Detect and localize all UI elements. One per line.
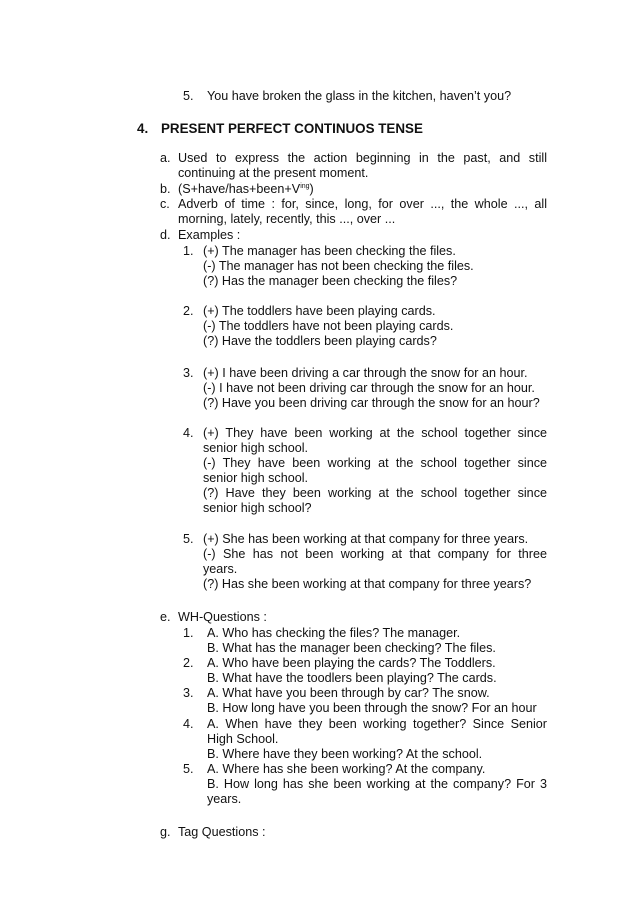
example-number: 4. bbox=[183, 426, 194, 440]
formula-main: (S+have/has+been+V bbox=[178, 182, 301, 196]
example-line: (?) Have the toddlers been playing cards? bbox=[203, 334, 437, 348]
formula-close: ) bbox=[309, 182, 314, 196]
question-line: B. How long have you been through the snow? For an hour bbox=[207, 701, 537, 715]
example-line: senior high school. bbox=[203, 471, 309, 485]
example-line: (?) Has she been working at that company for three years? bbox=[203, 577, 532, 591]
section-number: 4. bbox=[137, 121, 149, 136]
example-line: (+) She has been working at that company for three years. bbox=[203, 532, 529, 546]
question-line: B. What has the manager been checking? The files. bbox=[207, 641, 496, 655]
item-text: Used to express the action beginning in the past, and still bbox=[178, 151, 547, 165]
example-line: (+) The manager has been checking the files. bbox=[203, 244, 456, 258]
example-line: (?) Have you been driving car through the snow for an hour? bbox=[203, 396, 540, 410]
item-letter: e. bbox=[160, 610, 171, 624]
question-number: 5. bbox=[183, 762, 194, 776]
section-title: PRESENT PERFECT CONTINUOS TENSE bbox=[161, 121, 423, 136]
example-line: (?) Has the manager been checking the files? bbox=[203, 274, 458, 288]
example-line: (-) The toddlers have not been playing cards. bbox=[203, 319, 454, 333]
item-letter: c. bbox=[160, 197, 170, 211]
item-text: morning, lately, recently, this ..., over ... bbox=[178, 212, 396, 226]
list-number: 5. bbox=[183, 89, 194, 103]
formula-superscript: ing bbox=[300, 182, 310, 190]
example-line: senior high school. bbox=[203, 441, 309, 455]
question-line: A. When have they been working together? Since Senior bbox=[207, 717, 547, 731]
example-line: (-) The manager has not been checking the files. bbox=[203, 259, 474, 273]
item-label: WH-Questions : bbox=[178, 610, 267, 624]
example-line: (-) She has not been working at that company for three bbox=[203, 547, 547, 561]
question-number: 3. bbox=[183, 686, 194, 700]
example-line: (-) I have not been driving car through the snow for an hour. bbox=[203, 381, 535, 395]
item-text: continuing at the present moment. bbox=[178, 166, 369, 180]
item-label: Examples : bbox=[178, 228, 241, 242]
example-line: (+) The toddlers have been playing cards. bbox=[203, 304, 436, 318]
example-line: (+) They have been working at the school together since bbox=[203, 426, 547, 440]
question-line: A. Where has she been working? At the company. bbox=[207, 762, 486, 776]
example-number: 2. bbox=[183, 304, 194, 318]
question-number: 2. bbox=[183, 656, 194, 670]
item-letter: g. bbox=[160, 825, 171, 839]
example-number: 1. bbox=[183, 244, 194, 258]
example-line: (+) I have been driving a car through the snow for an hour. bbox=[203, 366, 528, 380]
formula bbox=[178, 182, 314, 197]
question-line: B. Where have they been working? At the school. bbox=[207, 747, 483, 761]
example-line: (?) Have they been working at the school together since bbox=[203, 486, 547, 500]
item-letter: b. bbox=[160, 182, 171, 196]
question-line: years. bbox=[207, 792, 242, 806]
example-line: senior high school? bbox=[203, 501, 312, 515]
example-line: years. bbox=[203, 562, 238, 576]
question-number: 1. bbox=[183, 626, 194, 640]
question-number: 4. bbox=[183, 717, 194, 731]
item-letter: a. bbox=[160, 151, 171, 165]
example-line: (-) They have been working at the school together since bbox=[203, 456, 547, 470]
question-line: A. Who has checking the files? The manager. bbox=[207, 626, 461, 640]
example-number: 5. bbox=[183, 532, 194, 546]
item-label: Tag Questions : bbox=[178, 825, 266, 839]
item-letter: d. bbox=[160, 228, 171, 242]
question-line: B. How long has she been working at the company? For 3 bbox=[207, 777, 547, 791]
example-number: 3. bbox=[183, 366, 194, 380]
question-line: A. What have you been through by car? The snow. bbox=[207, 686, 490, 700]
question-line: A. Who have been playing the cards? The Toddlers. bbox=[207, 656, 496, 670]
list-item-text: You have broken the glass in the kitchen, haven’t you? bbox=[207, 89, 512, 103]
item-text: Adverb of time : for, since, long, for over ..., the whole ..., all bbox=[178, 197, 547, 211]
question-line: B. What have the toodlers been playing? The cards. bbox=[207, 671, 497, 685]
question-line: High School. bbox=[207, 732, 279, 746]
